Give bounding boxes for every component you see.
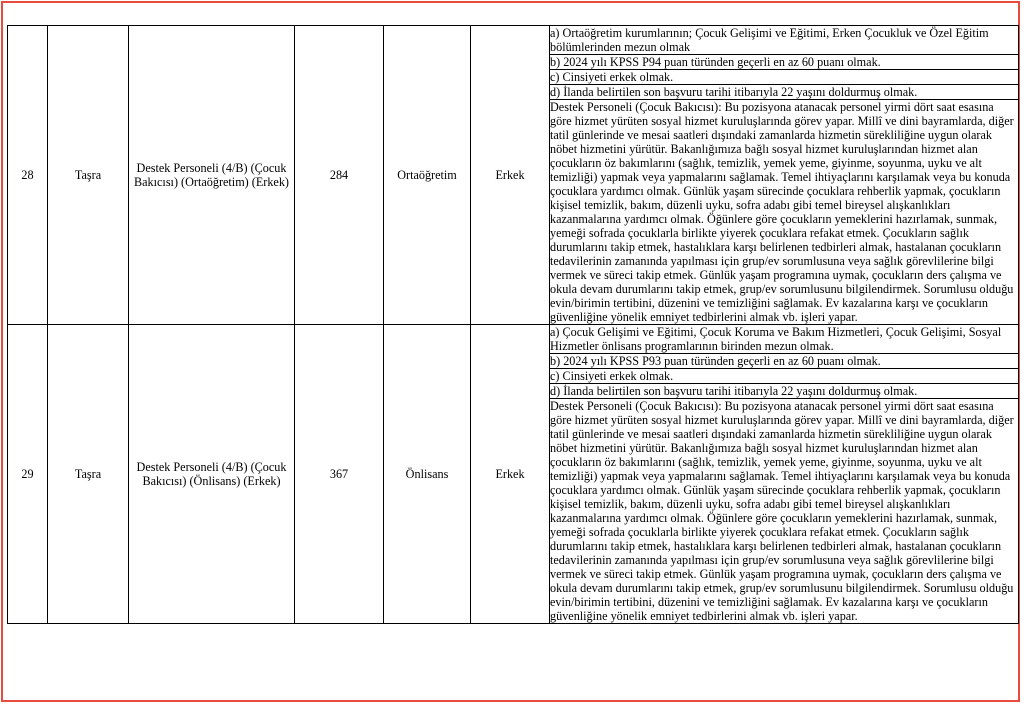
location-cell: Taşra xyxy=(48,325,129,624)
quota-cell: 367 xyxy=(295,325,384,624)
location-cell: Taşra xyxy=(48,26,129,325)
education-level-cell: Önlisans xyxy=(384,325,471,624)
requirement-a: a) Ortaöğretim kurumlarının; Çocuk Gelişimi ve Eğitimi, Erken Çocukluk ve Özel Eğitim bölümlerinden mezun olmak xyxy=(550,26,1019,55)
job-description: Destek Personeli (Çocuk Bakıcısı): Bu pozisyona atanacak personel yirmi dört saat esasına göre hizmet yürüten sosyal hizmet kuruluşlarında görev yapar. Millî ve dini bayramlarda, diğer tatil günlerinde ve mesai saatleri dışındaki zamanlarda hizmetin sürekliliğine uygun olarak nöbet hizmetini yürütür. Bakanlığımıza bağlı sosyal hizmet kuruluşlarından hizmet alan çocukların öz bakımlarını (sağlık, temizlik, yemek yeme, giyinme, soyunma, uyku ve alt temizliği) yapmak veya yapmalarını sağlamak. Temel ihtiyaçlarını karşılamak veya bu konuda çocuklara yardımcı olmak. Günlük yaşam sürecinde çocuklara rehberlik yapmak, çocukların kişisel temizlik, bakım, düzenli uyku, sofra adabı gibi temel bireysel alışkanlıkları kazanmalarına yardımcı olmak. Öğünlere göre çocukların yemeklerini hazırlamak, sunmak, yemeği sofrada çocuklarla birlikte yiyerek çocuklara refakat etmek. Çocukların sağlık durumlarını takip etmek, hastalıklara karşı belirlenen tedbirleri almak, hastalanan çocukların tedavilerinin zamanında yapılması için grup/ev sorumlusuna veya sağlık görevlilerine bilgi vermek ve süreci takip etmek. Günlük yaşam programına uymak, çocukların ders çalışma ve okula devam durumlarını takip etmek, grup/ev sorumlusunu bilgilendirmek. Sorumlusu olduğu evin/birimin tertibini, düzenini ve temizliğini sağlamak. Ev kazalarına karşı ve çocukların güvenliğine yönelik emniyet tedbirlerini almak vb. işleri yapar. xyxy=(550,399,1019,624)
gender-cell: Erkek xyxy=(471,325,550,624)
gender-cell: Erkek xyxy=(471,26,550,325)
job-description: Destek Personeli (Çocuk Bakıcısı): Bu pozisyona atanacak personel yirmi dört saat esasına göre hizmet yürüten sosyal hizmet kuruluşlarında görev yapar. Millî ve dini bayramlarda, diğer tatil günlerinde ve mesai saatleri dışındaki zamanlarda hizmetin sürekliliğine uygun olarak nöbet hizmetini yürütür. Bakanlığımıza bağlı sosyal hizmet kuruluşlarından hizmet alan çocukların öz bakımlarını (sağlık, temizlik, yemek yeme, giyinme, soyunma, uyku ve alt temizliği) yapmak veya yapmalarını sağlamak. Temel ihtiyaçlarını karşılamak veya bu konuda çocuklara yardımcı olmak. Günlük yaşam sürecinde çocuklara rehberlik yapmak, çocukların kişisel temizlik, bakım, düzenli uyku, sofra adabı gibi temel bireysel alışkanlıkları kazanmalarına yardımcı olmak. Öğünlere göre çocukların yemeklerini hazırlamak, sunmak, yemeği sofrada çocuklarla birlikte yiyerek çocuklara refakat etmek. Çocukların sağlık durumlarını takip etmek, hastalıklara karşı belirlenen tedbirleri almak, hastalanan çocukların tedavilerinin zamanında yapılması için grup/ev sorumlusuna veya sağlık görevlilerine bilgi vermek ve süreci takip etmek. Günlük yaşam programına uymak, çocukların ders çalışma ve okula devam durumlarını takip etmek, grup/ev sorumlusunu bilgilendirmek. Sorumlusu olduğu evin/birimin tertibini, düzenini ve temizliğini sağlamak. Ev kazalarına karşı ve çocukların güvenliğine yönelik emniyet tedbirlerini almak vb. işleri yapar. xyxy=(550,100,1019,325)
row-number: 28 xyxy=(8,26,48,325)
requirement-a: a) Çocuk Gelişimi ve Eğitimi, Çocuk Koruma ve Bakım Hizmetleri, Çocuk Gelişimi, Sosyal Hizmetler önlisans programlarının birinden mezun olmak. xyxy=(550,325,1019,354)
education-level-cell: Ortaöğretim xyxy=(384,26,471,325)
row-number: 29 xyxy=(8,325,48,624)
requirement-d: d) İlanda belirtilen son başvuru tarihi itibarıyla 22 yaşını doldurmuş olmak. xyxy=(550,85,1019,100)
requirement-d: d) İlanda belirtilen son başvuru tarihi itibarıyla 22 yaşını doldurmuş olmak. xyxy=(550,384,1019,399)
table-row xyxy=(8,325,1019,354)
requirement-b: b) 2024 yılı KPSS P93 puan türünden geçerli en az 60 puanı olmak. xyxy=(550,354,1019,369)
position-title-cell: Destek Personeli (4/B) (Çocuk Bakıcısı) (Önlisans) (Erkek) xyxy=(129,325,295,624)
quota-cell: 284 xyxy=(295,26,384,325)
requirement-b: b) 2024 yılı KPSS P94 puan türünden geçerli en az 60 puanı olmak. xyxy=(550,55,1019,70)
requirement-c: c) Cinsiyeti erkek olmak. xyxy=(550,369,1019,384)
table-row xyxy=(8,26,1019,55)
requirement-c: c) Cinsiyeti erkek olmak. xyxy=(550,70,1019,85)
position-title-cell: Destek Personeli (4/B) (Çocuk Bakıcısı) (Ortaöğretim) (Erkek) xyxy=(129,26,295,325)
positions-table xyxy=(7,25,1019,624)
